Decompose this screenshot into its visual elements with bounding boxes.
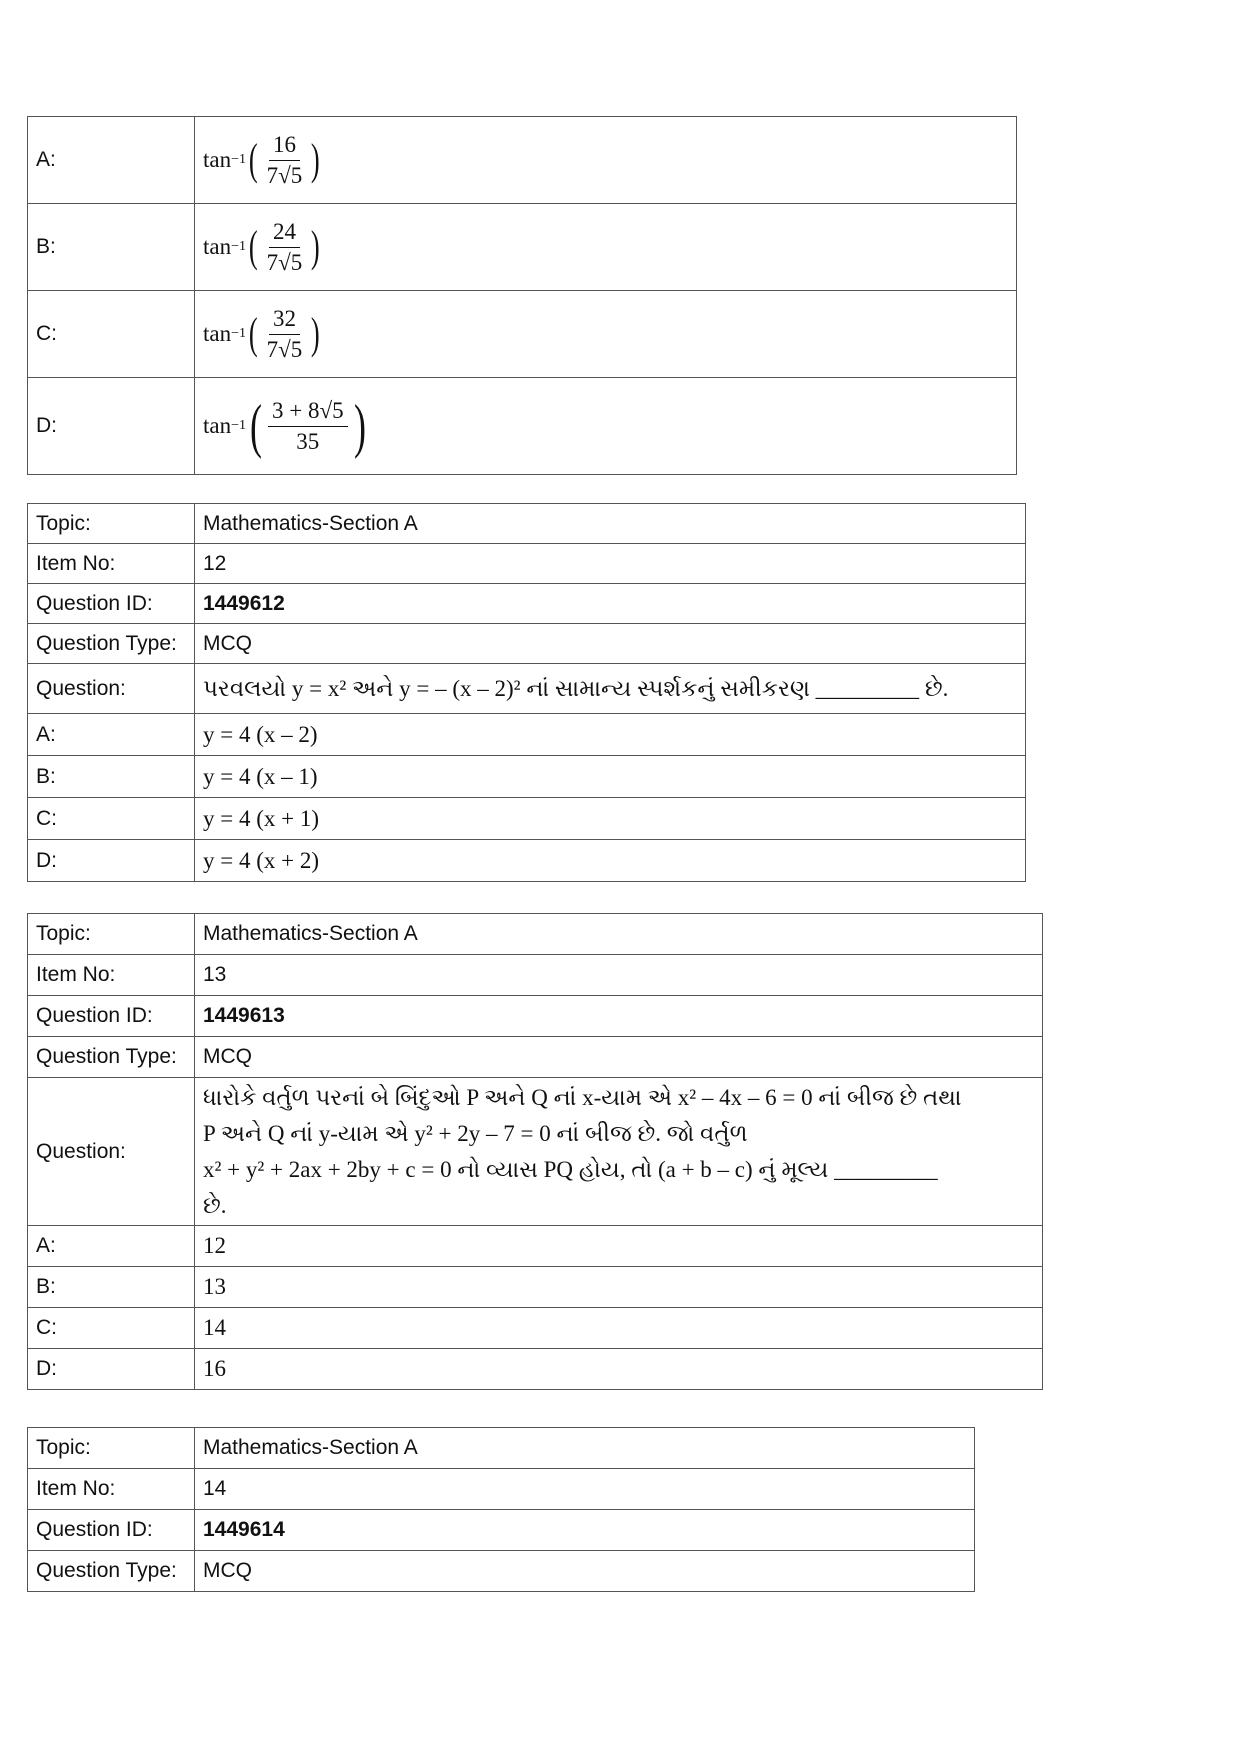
question-id-label: Question ID:: [28, 1510, 195, 1551]
item-label: Item No:: [28, 1469, 195, 1510]
option-row-d[interactable]: [28, 378, 1017, 475]
question-line: x² + y² + 2ax + 2by + c = 0 નો વ્યાસ PQ હોય, તો (a + b – c) નું મૂલ્ય _________: [203, 1156, 938, 1182]
option-row-a[interactable]: [28, 714, 1026, 756]
question-type-value: MCQ: [195, 1551, 975, 1592]
option-label: C:: [28, 1308, 195, 1349]
fraction: [263, 132, 307, 189]
option-value: 14: [195, 1308, 1043, 1349]
right-paren-icon: ): [311, 309, 321, 358]
denominator: 35: [296, 428, 320, 454]
option-row-c[interactable]: [28, 1308, 1043, 1349]
question-line: ધારોકે વર્તુળ પરનાં બે બિંદુઓ P અને Q નાં x-યામ એ x² – 4x – 6 = 0 નાં બીજ છે તથા: [203, 1084, 962, 1110]
option-value: 12: [195, 1226, 1043, 1267]
question-id-value: 1449614: [195, 1510, 975, 1551]
question-id-row: [28, 1510, 975, 1551]
question-id-value: 1449612: [195, 584, 1026, 624]
func-exponent: −1: [231, 239, 247, 254]
option-row-b[interactable]: [28, 1267, 1043, 1308]
option-row-d[interactable]: [28, 1349, 1043, 1390]
left-paren-icon: (: [250, 393, 263, 459]
func-name: tan: [203, 234, 232, 259]
topic-label: Topic:: [28, 504, 195, 544]
question-id-row: [28, 996, 1043, 1037]
question-label: Question:: [28, 664, 195, 714]
option-value: 13: [195, 1267, 1043, 1308]
item-value: 12: [195, 544, 1026, 584]
topic-row: [28, 504, 1026, 544]
option-row-a[interactable]: [28, 117, 1017, 204]
question-type-value: MCQ: [195, 624, 1026, 664]
topic-row: [28, 914, 1043, 955]
option-value: 16: [195, 1349, 1043, 1390]
option-value: y = 4 (x + 2): [195, 840, 1026, 882]
option-value: y = 4 (x + 1): [195, 798, 1026, 840]
func-exponent: −1: [231, 326, 247, 341]
option-label: D:: [28, 840, 195, 882]
option-row-b[interactable]: [28, 756, 1026, 798]
question-id-row: [28, 584, 1026, 624]
question-12-table: [27, 503, 1026, 882]
option-label: B:: [28, 204, 195, 291]
question-text: [195, 1078, 1043, 1226]
topic-value: Mathematics-Section A: [195, 504, 1026, 544]
question-14-table: [27, 1427, 975, 1592]
option-value: [195, 378, 1017, 475]
prev-options-table: [27, 116, 1017, 475]
option-label: D:: [28, 1349, 195, 1390]
option-label: A:: [28, 1226, 195, 1267]
question-13-table: [27, 913, 1043, 1390]
option-row-b[interactable]: [28, 204, 1017, 291]
option-value: [195, 117, 1017, 204]
left-paren-icon: (: [248, 309, 258, 358]
question-type-label: Question Type:: [28, 624, 195, 664]
topic-value: Mathematics-Section A: [195, 1428, 975, 1469]
option-row-c[interactable]: [28, 798, 1026, 840]
question-type-label: Question Type:: [28, 1037, 195, 1078]
question-type-row: [28, 1551, 975, 1592]
item-row: [28, 1469, 975, 1510]
option-value: [195, 291, 1017, 378]
question-type-value: MCQ: [195, 1037, 1043, 1078]
item-value: 14: [195, 1469, 975, 1510]
topic-label: Topic:: [28, 914, 195, 955]
item-value: 13: [195, 955, 1043, 996]
option-label: A:: [28, 117, 195, 204]
option-row-a[interactable]: [28, 1226, 1043, 1267]
question-type-row: [28, 1037, 1043, 1078]
item-row: [28, 955, 1043, 996]
question-row: [28, 664, 1026, 714]
denominator: 7√5: [266, 336, 303, 362]
option-row-c[interactable]: [28, 291, 1017, 378]
fraction: [268, 398, 348, 455]
item-row: [28, 544, 1026, 584]
option-label: C:: [28, 798, 195, 840]
numerator: 32: [269, 306, 300, 335]
right-paren-icon: ): [311, 135, 321, 184]
item-label: Item No:: [28, 955, 195, 996]
right-paren-icon: ): [311, 222, 321, 271]
denominator: 7√5: [266, 162, 303, 188]
left-paren-icon: (: [248, 222, 258, 271]
func-name: tan: [203, 413, 232, 438]
option-label: A:: [28, 714, 195, 756]
item-label: Item No:: [28, 544, 195, 584]
option-label: B:: [28, 756, 195, 798]
topic-row: [28, 1428, 975, 1469]
question-id-label: Question ID:: [28, 996, 195, 1037]
func-name: tan: [203, 321, 232, 346]
fraction: [263, 219, 307, 276]
question-type-row: [28, 624, 1026, 664]
question-label: Question:: [28, 1078, 195, 1226]
numerator: 3 + 8√5: [268, 398, 348, 427]
numerator: 24: [269, 219, 300, 248]
func-exponent: −1: [231, 418, 247, 433]
func-name: tan: [203, 147, 232, 172]
question-line: છે.: [203, 1192, 227, 1218]
question-line: P અને Q નાં y-યામ એ y² + 2y – 7 = 0 નાં બીજ છે. જો વર્તુળ: [203, 1120, 748, 1146]
option-value: y = 4 (x – 2): [195, 714, 1026, 756]
option-value: y = 4 (x – 1): [195, 756, 1026, 798]
right-paren-icon: ): [353, 393, 366, 459]
left-paren-icon: (: [248, 135, 258, 184]
numerator: 16: [269, 132, 300, 161]
question-id-label: Question ID:: [28, 584, 195, 624]
topic-label: Topic:: [28, 1428, 195, 1469]
denominator: 7√5: [266, 249, 303, 275]
option-row-d[interactable]: [28, 840, 1026, 882]
option-value: [195, 204, 1017, 291]
option-label: D:: [28, 378, 195, 475]
question-id-value: 1449613: [195, 996, 1043, 1037]
question-type-label: Question Type:: [28, 1551, 195, 1592]
option-label: B:: [28, 1267, 195, 1308]
question-text: પરવલયો y = x² અને y = – (x – 2)² નાં સામાન્ય સ્પર્શકનું સમીકરણ _________ છે.: [195, 664, 1026, 714]
question-row: [28, 1078, 1043, 1226]
fraction: [263, 306, 307, 363]
topic-value: Mathematics-Section A: [195, 914, 1043, 955]
option-label: C:: [28, 291, 195, 378]
func-exponent: −1: [231, 152, 247, 167]
